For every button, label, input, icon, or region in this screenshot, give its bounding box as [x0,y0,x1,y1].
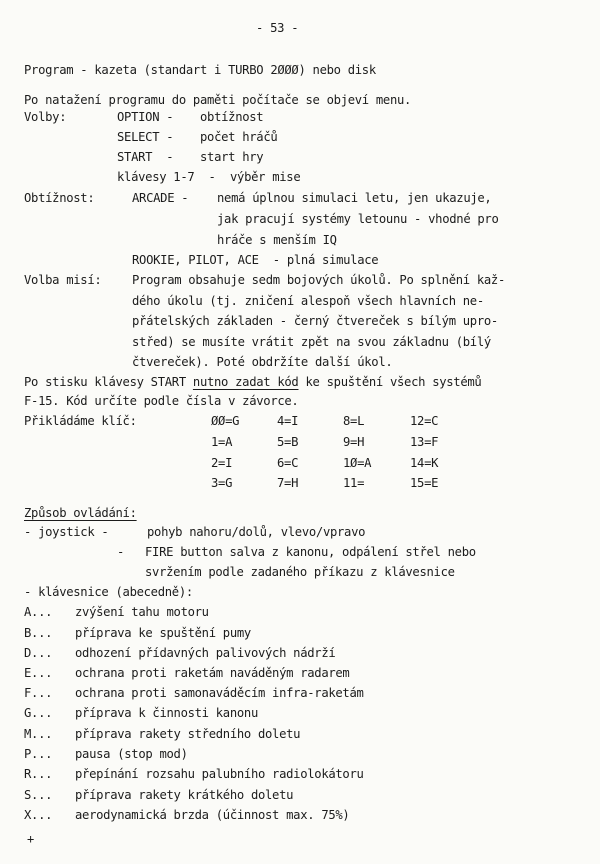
difficulty-rookie-line: ROOKIE, PILOT, ACE - plná simulace [132,253,379,267]
option-desc-2: počet hráčů [200,130,278,144]
key-table-label: Přikládáme klíč: [24,414,137,428]
start-info-line-1 [24,375,481,389]
start-info-post: ke spuštění všech systémů [298,375,482,389]
key-desc: ochrana proti raketám naváděným radarem [75,666,350,680]
key-name: X... [24,808,53,822]
key-name: R... [24,767,53,781]
option-key-4: klávesy 1-7 - [117,170,216,184]
start-info-pre: Po stisku klávesy START [24,375,193,389]
key-cell: 12=C [410,414,439,428]
key-desc: příprava rakety krátkého doletu [75,788,294,802]
mission-line-1: Program obsahuje sedm bojových úkolů. Po splnění kaž- [132,273,505,287]
key-cell: 1=A [211,435,233,449]
options-label: Volby: [24,110,67,124]
key-cell: 9=H [343,435,365,449]
key-name: G... [24,706,53,720]
key-desc: přepínání rozsahu palubního radiolokátoru [75,767,364,781]
key-name: S... [24,788,53,802]
key-name: D... [24,646,53,660]
option-desc-1: obtížnost [200,110,264,124]
mission-label: Volba misí: [24,273,102,287]
key-desc: zvýšení tahu motoru [75,605,209,619]
key-cell: ØØ=G [211,414,240,428]
fire-prefix: - [117,545,125,559]
key-desc: příprava rakety středního doletu [75,727,301,741]
key-desc: pausa (stop mod) [75,747,188,761]
fire-line-1: FIRE button salva z kanonu, odpálení střel nebo [145,545,476,559]
mission-line-3: přátelských základen - černý čtvereček s bílým upro- [132,314,498,328]
mission-line-2: dého úkolu (tj. zničení alespoň všech hlavních ne- [132,294,484,308]
key-name: A... [24,605,53,619]
key-cell: 15=E [410,476,439,490]
keyboard-label: - klávesnice (abecedně): [24,585,193,599]
joystick-label: - joystick - [24,525,109,539]
joystick-desc: pohyb nahoru/dolů, vlevo/vpravo [147,525,366,539]
key-cell: 8=L [343,414,365,428]
difficulty-arcade-line-2: jak pracují systémy letounu - vhodné pro [217,212,499,226]
option-key-3: START - [117,150,174,164]
difficulty-arcade-line-3: hráče s menším IQ [217,233,337,247]
key-name: M... [24,727,53,741]
footer-mark: + [27,832,35,846]
difficulty-arcade-key: ARCADE - [132,191,189,205]
key-name: B... [24,626,53,640]
page-number: - 53 - [256,21,299,35]
key-cell: 6=C [277,456,299,470]
key-cell: 7=H [277,476,299,490]
controls-title: Způsob ovládání: [24,506,137,520]
mission-line-4: střed) se musíte vrátit zpět na svou základnu (bílý [132,335,491,349]
fire-line-2: svržením podle zadaného příkazu z klávesnice [145,565,455,579]
key-cell: 14=K [410,456,439,470]
key-desc: ochrana proti samonaváděcím infra-raketám [75,686,364,700]
key-desc: příprava ke spuštění pumy [75,626,251,640]
option-desc-3: start hry [200,150,264,164]
menu-intro: Po natažení programu do paměti počítače se objeví menu. [24,93,412,107]
key-desc: aerodynamická brzda (účinnost max. 75%) [75,808,350,822]
key-cell: 4=I [277,414,299,428]
key-cell: 3=G [211,476,233,490]
key-desc: odhození přídavných palivových nádrží [75,646,336,660]
start-info-line-2: F-15. Kód určíte podle čísla v závorce. [24,394,299,408]
program-line: Program - kazeta (standart i TURBO 2ØØØ) nebo disk [24,63,376,77]
key-name: F... [24,686,53,700]
option-desc-4: výběr mise [230,170,301,184]
key-cell: 5=B [277,435,299,449]
key-name: E... [24,666,53,680]
key-cell: 13=F [410,435,439,449]
key-cell: 11= [343,476,365,490]
key-cell: 2=I [211,456,233,470]
difficulty-arcade-line-1: nemá úplnou simulaci letu, jen ukazuje, [217,191,492,205]
key-cell: 1Ø=A [343,456,372,470]
difficulty-label: Obtížnost: [24,191,95,205]
key-desc: příprava k činnosti kanonu [75,706,258,720]
option-key-2: SELECT - [117,130,174,144]
option-key-1: OPTION - [117,110,174,124]
mission-line-5: čtvereček). Poté obdržíte další úkol. [132,355,393,369]
key-name: P... [24,747,53,761]
start-info-underlined: nutno zadat kód [192,375,299,389]
